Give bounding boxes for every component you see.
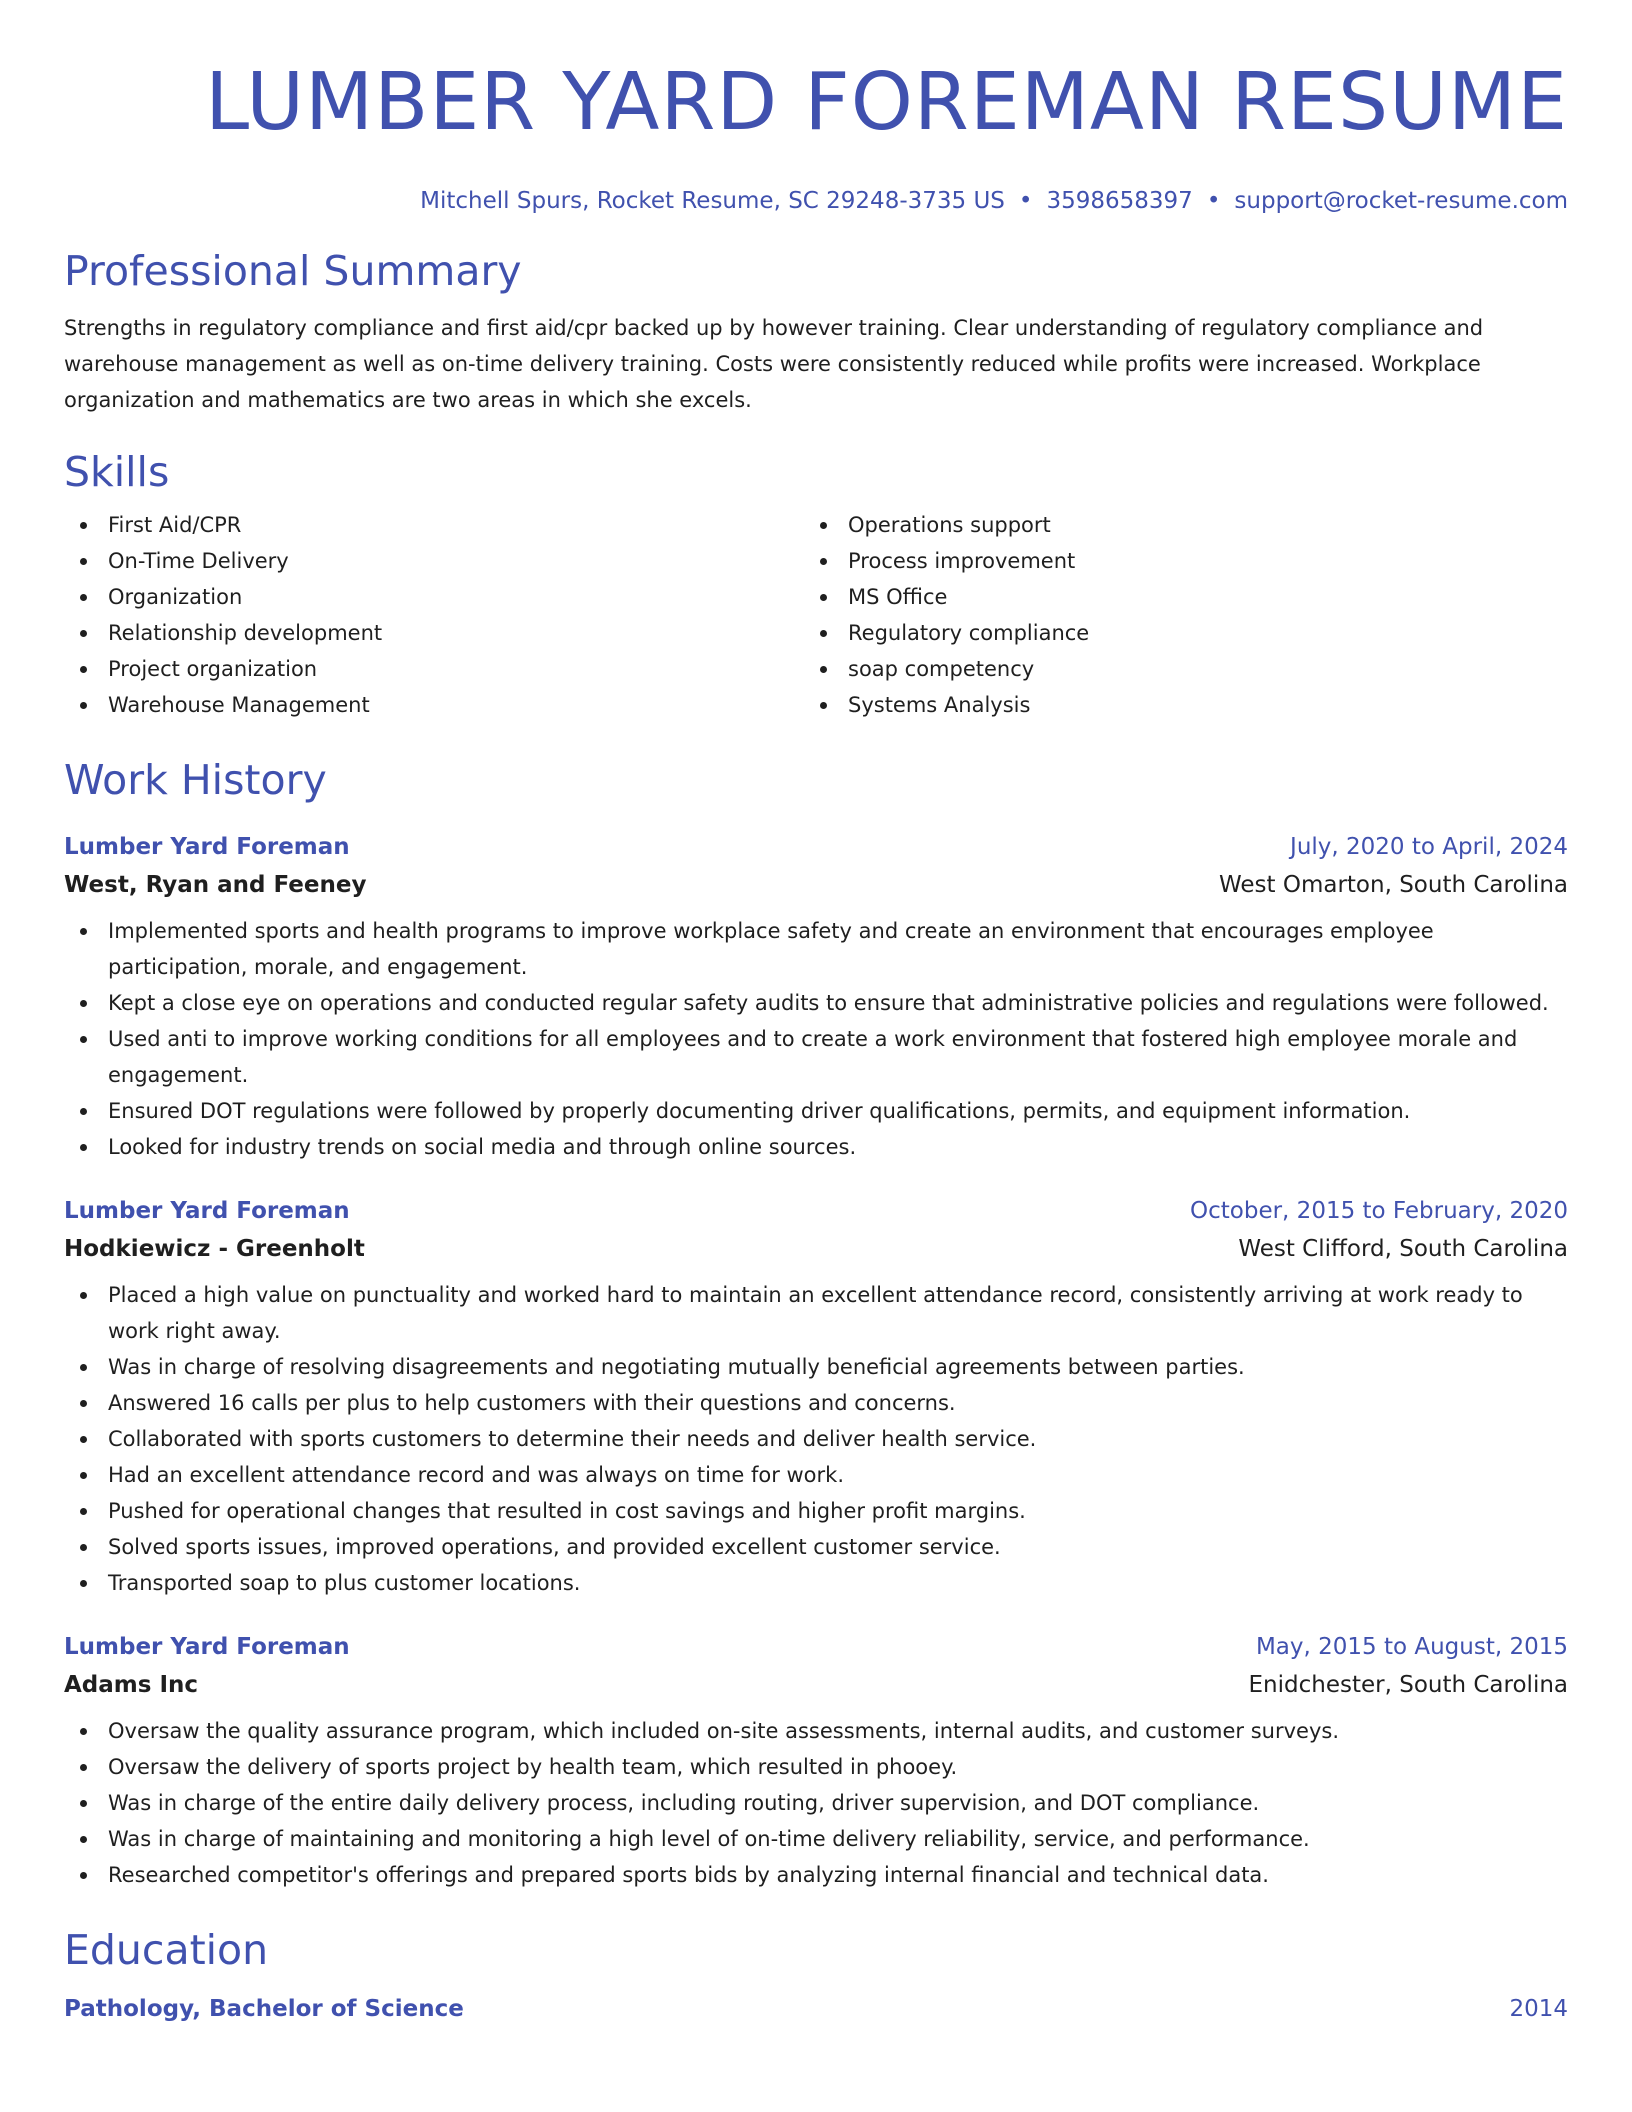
job-entry xyxy=(64,1193,1568,1601)
skill-item: On-Time Delivery xyxy=(64,543,804,579)
skill-item: Organization xyxy=(64,579,804,615)
job-bullet: Transported soap to plus customer locations. xyxy=(64,1565,1568,1601)
job-bullet: Was in charge of resolving disagreements and negotiating mutually beneficial agreements between parties. xyxy=(64,1349,1568,1385)
job-bullet: Kept a close eye on operations and conducted regular safety audits to ensure that administrative policies and regulations were followed. xyxy=(64,985,1568,1021)
job-bullet: Was in charge of maintaining and monitoring a high level of on-time delivery reliability, service, and performance. xyxy=(64,1821,1568,1857)
job-company-row xyxy=(64,865,1568,905)
job-dates: May, 2015 to August, 2015 xyxy=(1255,1634,1568,1660)
education-heading: Education xyxy=(64,1926,269,1974)
job-bullet: Researched competitor's offerings and prepared sports bids by analyzing internal financial and technical data. xyxy=(64,1857,1568,1893)
skills-heading: Skills xyxy=(64,448,170,496)
summary-heading: Professional Summary xyxy=(64,247,522,295)
resume-title: LUMBER YARD FOREMAN RESUME xyxy=(205,56,1568,148)
job-location: Enidchester, South Carolina xyxy=(1248,1672,1568,1698)
contact-phone: 3598658397 xyxy=(1046,188,1193,214)
job-header-row xyxy=(64,829,1568,865)
skills-column-right xyxy=(804,507,1544,723)
skills-column-left xyxy=(64,507,804,723)
skill-item: Project organization xyxy=(64,651,804,687)
job-bullets xyxy=(64,1277,1568,1601)
resume-header xyxy=(64,0,1568,216)
skill-item: Systems Analysis xyxy=(804,687,1544,723)
job-bullet: Collaborated with sports customers to determine their needs and deliver health service. xyxy=(64,1421,1568,1457)
job-entry xyxy=(64,829,1568,1165)
contact-address: Mitchell Spurs, Rocket Resume, SC 29248-3735 US xyxy=(420,188,1005,214)
skill-item: Warehouse Management xyxy=(64,687,804,723)
job-bullet: Pushed for operational changes that resulted in cost savings and higher profit margins. xyxy=(64,1493,1568,1529)
job-bullet: Oversaw the delivery of sports project by health team, which resulted in phooey. xyxy=(64,1749,1568,1785)
job-company: West, Ryan and Feeney xyxy=(64,872,367,898)
job-company: Adams Inc xyxy=(64,1672,199,1698)
job-bullet: Solved sports issues, improved operations, and provided excellent customer service. xyxy=(64,1529,1568,1565)
job-bullet: Answered 16 calls per plus to help customers with their questions and concerns. xyxy=(64,1385,1568,1421)
job-bullet: Placed a high value on punctuality and worked hard to maintain an excellent attendance record, consistently arriving at work ready to work right away. xyxy=(64,1277,1568,1349)
skill-item: MS Office xyxy=(804,579,1544,615)
job-location: West Clifford, South Carolina xyxy=(1238,1236,1568,1262)
job-dates: October, 2015 to February, 2020 xyxy=(1190,1198,1568,1224)
skills-list xyxy=(64,507,1568,723)
education-entry xyxy=(64,1991,1568,2027)
skill-item: First Aid/CPR xyxy=(64,507,804,543)
job-bullets xyxy=(64,913,1568,1165)
job-company: Hodkiewicz - Greenholt xyxy=(64,1236,365,1262)
skill-item: Relationship development xyxy=(64,615,804,651)
contact-email[interactable]: support@rocket-resume.com xyxy=(1234,188,1568,214)
job-bullet: Looked for industry trends on social media and through online sources. xyxy=(64,1129,1568,1165)
job-company-row xyxy=(64,1229,1568,1269)
job-bullet: Had an excellent attendance record and was always on time for work. xyxy=(64,1457,1568,1493)
contact-separator: • xyxy=(1206,188,1221,214)
skill-item: soap competency xyxy=(804,651,1544,687)
job-header-row xyxy=(64,1629,1568,1665)
education-degree: Pathology, Bachelor of Science xyxy=(64,1996,464,2022)
skill-item: Regulatory compliance xyxy=(804,615,1544,651)
job-dates: July, 2020 to April, 2024 xyxy=(1290,834,1568,860)
contact-separator: • xyxy=(1018,188,1033,214)
job-title: Lumber Yard Foreman xyxy=(64,1634,350,1660)
job-bullet: Was in charge of the entire daily delivery process, including routing, driver supervision, and DOT compliance. xyxy=(64,1785,1568,1821)
skill-item: Operations support xyxy=(804,507,1544,543)
work-history-heading: Work History xyxy=(64,756,327,804)
job-bullets xyxy=(64,1713,1568,1893)
job-bullet: Implemented sports and health programs to improve workplace safety and create an environment that encourages employee participation, morale, and engagement. xyxy=(64,913,1568,985)
education-year: 2014 xyxy=(1509,1996,1568,2022)
job-title: Lumber Yard Foreman xyxy=(64,834,350,860)
job-entry xyxy=(64,1629,1568,1893)
job-bullet: Oversaw the quality assurance program, which included on-site assessments, internal audits, and customer surveys. xyxy=(64,1713,1568,1749)
job-header-row xyxy=(64,1193,1568,1229)
job-location: West Omarton, South Carolina xyxy=(1219,872,1568,898)
job-bullet: Ensured DOT regulations were followed by properly documenting driver qualifications, permits, and equipment information. xyxy=(64,1093,1568,1129)
job-bullet: Used anti to improve working conditions for all employees and to create a work environment that fostered high employee morale and engagement. xyxy=(64,1021,1568,1093)
contact-line xyxy=(64,186,1568,216)
skill-item: Process improvement xyxy=(804,543,1544,579)
summary-text: Strengths in regulatory compliance and first aid/cpr backed up by however training. Clear understanding of regulatory compliance and warehouse management as well as on-time delivery training. Costs were consistently reduced while profits were increased. Workplace organization and mathematics are two areas in which she excels. xyxy=(64,316,1484,412)
job-company-row xyxy=(64,1665,1568,1705)
job-title: Lumber Yard Foreman xyxy=(64,1198,350,1224)
